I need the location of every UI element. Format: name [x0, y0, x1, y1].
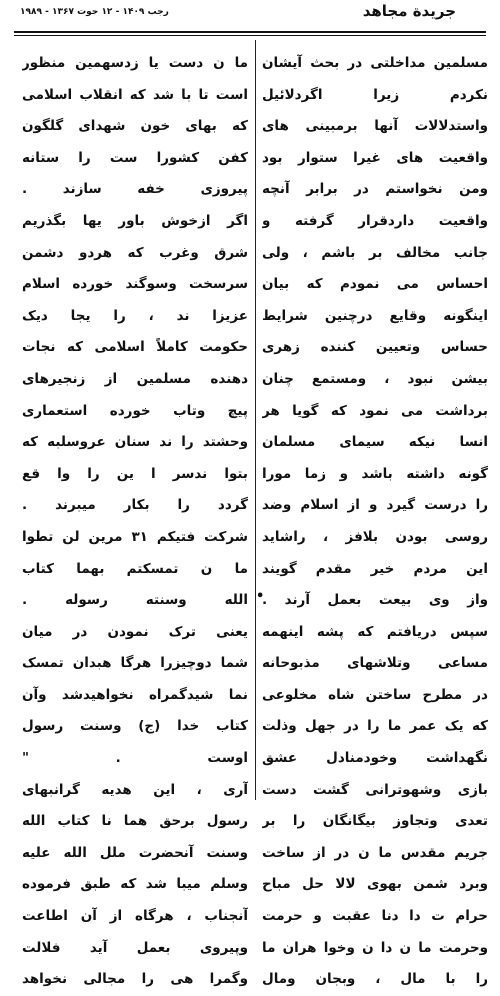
left-column-line: وپیروی بعمل آید فلالت — [22, 939, 248, 956]
left-column-line: اوست . " — [22, 750, 248, 767]
right-column-line: بیشن نبود ، ومستمع چنان — [262, 370, 488, 387]
right-column-line: بازی وشهوترانی گشت دست — [262, 781, 488, 798]
left-column-line: یعنی ترک نمودن در میان — [22, 623, 248, 640]
left-column-line: وسنت آنحضرت ملل الله علیه — [22, 844, 248, 861]
left-column-line: شرق وغرب که هردو دشمن — [22, 244, 248, 261]
right-column-line: در مطرح ساختن شاه مخلوعی — [262, 686, 488, 703]
right-column-line: ومن نخواستم در برابر آنچه — [262, 181, 488, 198]
left-column-line: عزیزا ند ، را یجا دیک — [22, 307, 248, 324]
left-column-line: که بهای خون شهدای گلگون — [22, 118, 248, 135]
left-column-line: وگمرا هی را مجالی نخواهد — [22, 971, 248, 988]
right-column-line: اینگونه وقایع درچنین شرایط — [262, 307, 488, 324]
right-column-line: جانب مخالف بر باشم ، ولی — [262, 244, 488, 261]
right-column-line: نگهداشت وخودمنادل عشق — [262, 750, 488, 767]
header-rule-thin — [14, 35, 486, 36]
right-column-line: مساعی وتلاشهای مذبوحانه — [262, 655, 488, 672]
right-column-line: گونه داشته باشد و زما مورا — [262, 465, 488, 482]
newspaper-header — [18, 0, 486, 30]
right-column-line: نکردم زیرا اگردلائیل — [262, 86, 488, 103]
left-column-line: پیروزی خفه سازند . — [22, 181, 248, 198]
right-column-line: را درست گیرد و از اسلام وضد — [262, 497, 488, 514]
left-column-line: گردد را بکار میبرند . — [22, 497, 248, 514]
right-column-line: واقعیت های غیرا ستوار بود — [262, 149, 488, 166]
right-column-line: این مردم خیر مقدم گویند — [262, 560, 488, 577]
left-column-line: دهنده مسلمین از زنجیرهای — [22, 370, 248, 387]
left-column-line: ما ن دست یا زدسهمین منظور — [22, 55, 248, 71]
right-column-line: واقعیت داردقرار گرفته و — [262, 212, 488, 229]
right-column-line: برداشت می نمود که گویا هر — [262, 402, 488, 419]
right-column-line: جریم مقدس ما ن در از ساخت — [262, 844, 488, 861]
left-column-line: شما دوچیزرا هرگا هبدان تمسک — [22, 655, 248, 672]
left-column-line: آنجناب ، هرگاه از آن اطاعت — [22, 908, 248, 925]
footnote-marker: • — [256, 589, 265, 604]
header-rule-thick — [14, 31, 486, 33]
left-column-line: الله وسنته رسوله . — [22, 592, 248, 609]
right-column-line: وحرمت ما ن دا ن وخوا هران ما — [262, 939, 488, 956]
left-column-line: نما شیدگمراه نخواهیدشد وآن — [22, 686, 248, 703]
left-column-line: حکومت کاملاً اسلامی که نجات — [22, 339, 248, 356]
newspaper-title: جريدة مجاهد — [362, 2, 456, 20]
left-column-line: وسلم میبا شد که طبق فرموده — [22, 876, 248, 893]
right-column — [262, 48, 488, 996]
left-column-line: کفن کشورا ست را ستانه — [22, 149, 248, 166]
right-column-line: روسی بودن بلافز ، راشاید — [262, 528, 488, 545]
right-column-line: را با مال ، وبجان ومال — [262, 971, 488, 988]
right-column-line: واستدلالات آنها برمبینی های — [262, 118, 488, 135]
left-column-line: بتوا ندسر ا ین را وا قع — [22, 465, 248, 482]
left-column-line: آری ، این هدیه گرانبهای — [22, 781, 248, 798]
left-column-line: سرسخت وسوگند خورده اسلام — [22, 276, 248, 293]
right-column-line: سپس دریافتم که پشه اینهمه — [262, 623, 488, 640]
right-column-line: مسلمین مداخلتی در بحث آیشان — [262, 55, 488, 71]
left-column-line: وحشتد را ند سنان عروسلبه که — [22, 434, 248, 451]
right-column-line: تعدی وتجاوز بیگانگان را بر — [262, 813, 488, 830]
left-column-line: ما ن تمسکتم بهما کتاب — [22, 560, 248, 577]
right-column-line: انسا نیکه سیمای مسلمان — [262, 434, 488, 451]
left-column-line: رسول برحق هما نا کتاب الله — [22, 813, 248, 830]
right-column-line: وبرد شمن بهوی لالا حل مباح — [262, 876, 488, 893]
left-column-line: اگر ازخوش باور یها بگذریم — [22, 212, 248, 229]
right-column-line: حرام ت دا دنا عقبت و حرمت — [262, 908, 488, 925]
issue-info: رجب ۱۴۰۹ - ۱۲ حوت ۱۳۶۷ - ۱۹۸۹ — [20, 7, 169, 17]
left-column-line: کتاب خدا (ج) وسنت رسول — [22, 718, 248, 735]
left-column-line: شرکت فتیکم ٣١ مرین لن تطوا — [22, 528, 248, 545]
left-column — [22, 48, 248, 996]
column-divider — [255, 40, 256, 800]
right-column-line: واز وی بیعت بعمل آرند . — [262, 592, 488, 609]
left-column-line: است تا با شد که انقلاب اسلامی — [22, 86, 248, 103]
right-column-line: حساس وتعیین کننده زهری — [262, 339, 488, 356]
right-column-line: احساس می نمودم که بیان — [262, 276, 488, 293]
left-column-line: پیچ وتاب خورده استعماری — [22, 402, 248, 419]
right-column-line: که یک عمر ما را در جهل وذلت — [262, 718, 488, 735]
